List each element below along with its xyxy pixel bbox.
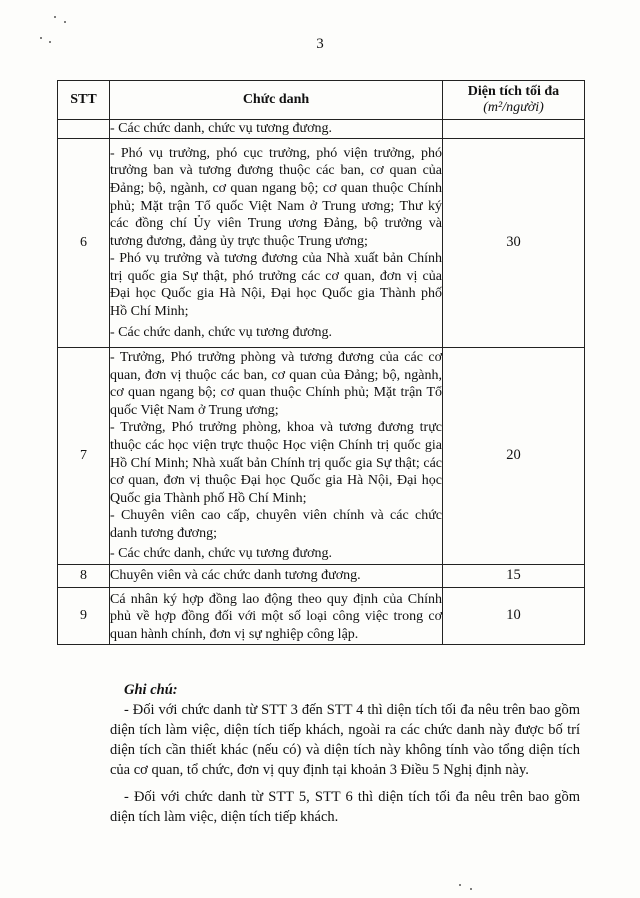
title-entry: - Trưởng, Phó trưởng phòng và tương đương của các cơ quan, đơn vị thuộc các ban, cơ quan của Đảng; bộ, ngành, cơ quan ngang bộ; cơ quan thuộc Chính phủ; Mặt trận Tổ quốc Việt Nam ở Trung ương; [110, 349, 442, 418]
title-entry: - Phó vụ trưởng, phó cục trưởng, phó viện trưởng, phó trưởng ban và tương đương thuộc các ban, cơ quan của Đảng; bộ, ngành, cơ quan ngang bộ; cơ quan thuộc Chính phủ; Mặt trận Tổ quốc Việt Nam ở Trung ương; Thư ký các đồng chí Ủy viên Trung ương Đảng, bộ trưởng và tương đương, đảng ủy trực thuộc Trung ương; [110, 145, 442, 249]
area-cell: 30 [443, 139, 585, 348]
title-cell [110, 139, 443, 348]
note-paragraph: - Đối với chức danh từ STT 3 đến STT 4 thì diện tích tối đa nêu trên bao gồm diện tích làm việc, diện tích tiếp khách, ngoài ra các chức danh này được bố trí diện tích cần thiết khác (nếu có) và diện tích này không tính vào tổng diện tích của cơ quan, tổ chức, đơn vị quy định tại khoản 3 Điều 5 Nghị định này. [110, 702, 580, 778]
table-row [58, 139, 585, 348]
page-number: 3 [316, 36, 324, 52]
title-cell [110, 348, 443, 565]
stt-cell: 6 [58, 139, 110, 348]
area-cell [443, 120, 585, 139]
area-cell: 20 [443, 348, 585, 565]
title-cell [110, 588, 443, 645]
stt-cell: 9 [58, 588, 110, 645]
note-paragraph: - Đối với chức danh từ STT 5, STT 6 thì diện tích tối đa nêu trên bao gồm diện tích làm việc, diện tích tiếp khách. [110, 789, 580, 825]
table-row [58, 565, 585, 588]
area-cell: 15 [443, 565, 585, 588]
table-row [58, 348, 585, 565]
scan-speck [459, 884, 461, 886]
header-area [443, 81, 585, 120]
notes-section [110, 680, 580, 827]
scan-speck [64, 21, 66, 23]
stt-cell: 8 [58, 565, 110, 588]
header-area-unit: (m²/người) [483, 100, 544, 115]
scan-speck [470, 888, 472, 890]
title-entry: - Các chức danh, chức vụ tương đương. [110, 546, 333, 562]
header-area-title: Diện tích tối đa [467, 84, 560, 99]
area-cell: 10 [443, 588, 585, 645]
title-entry: Cá nhân ký hợp đồng lao động theo quy định của Chính phủ về hợp đồng đối với một số loại công việc trong cơ quan hành chính, đơn vị sự nghiệp công lập. [110, 591, 442, 642]
stt-cell [58, 120, 110, 139]
scan-speck [54, 16, 56, 18]
office-area-table [57, 80, 585, 645]
title-entry: - Các chức danh, chức vụ tương đương. [110, 121, 333, 137]
title-entry: - Phó vụ trưởng và tương đương của Nhà xuất bản Chính trị quốc gia Sự thật, phó trưởng các cơ quan, đơn vị của Đại học Quốc gia Hà Nội, Đại học Quốc gia Thành phố Hồ Chí Minh; [110, 251, 442, 320]
stt-cell: 7 [58, 348, 110, 565]
table-header-row [58, 81, 585, 120]
table-row-continuation [58, 120, 585, 139]
notes-heading: Ghi chú: [124, 682, 178, 698]
table-row [58, 588, 585, 645]
title-entry: - Chuyên viên cao cấp, chuyên viên chính và các chức danh tương đương; [110, 508, 442, 541]
header-stt: STT [58, 81, 110, 120]
title-cell [110, 120, 443, 139]
title-cell [110, 565, 443, 588]
header-title: Chức danh [110, 81, 443, 120]
title-entry: - Các chức danh, chức vụ tương đương. [110, 324, 333, 340]
title-entry: - Trưởng, Phó trưởng phòng, khoa và tương đương trực thuộc các học viện trực thuộc Học viện Chính trị quốc gia Hồ Chí Minh; Nhà xuất bản Chính trị quốc gia Sự thật; các cơ quan, đơn vị thuộc Đại học Quốc gia Hà Nội, Đại học Quốc gia Thành phố Hồ Chí Minh; [110, 420, 442, 506]
title-entry: Chuyên viên và các chức danh tương đương. [110, 568, 361, 584]
